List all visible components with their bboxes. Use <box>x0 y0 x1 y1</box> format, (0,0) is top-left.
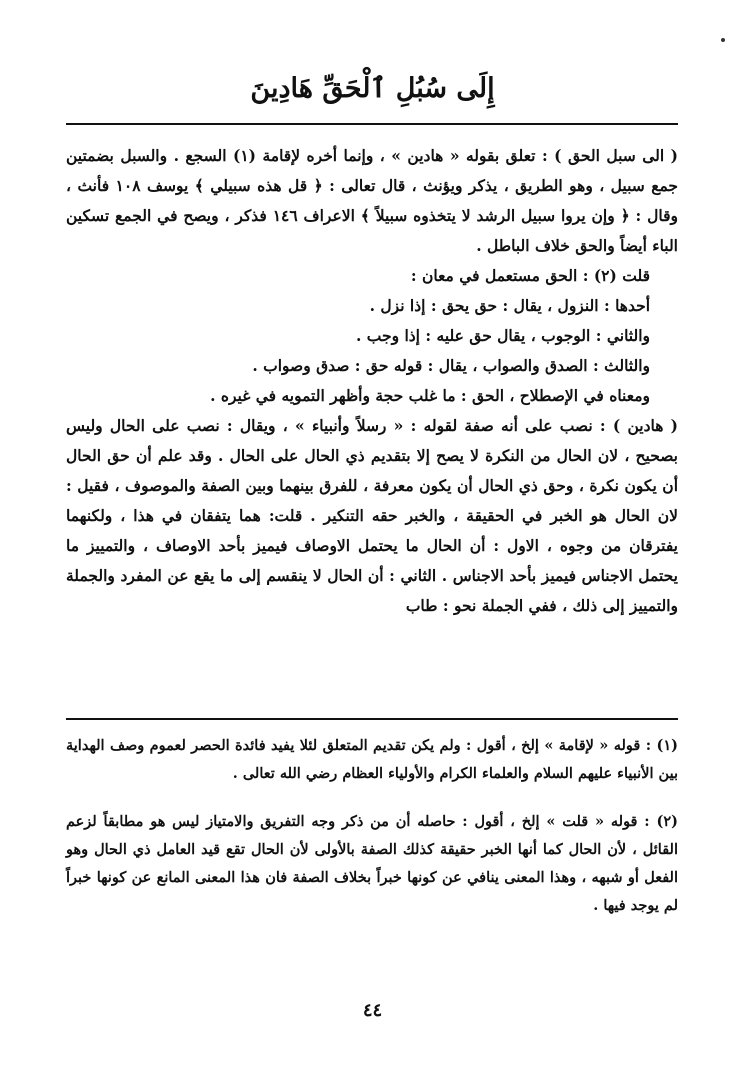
footnotes-section <box>66 732 678 940</box>
footnote-divider <box>66 718 678 720</box>
paragraph-meaning-1: أحدها : النزول ، يقال : حق يحق : إذا نزل . <box>369 296 650 315</box>
page-header-verse: إِلَى سُبُلِ ٱلْحَقِّ هَادِينَ <box>250 73 495 104</box>
footnote-1: (١) : قوله « لإقامة » إلخ ، أقول : ولم يكن تقديم المتعلق لئلا يفيد فائدة الحصر لعموم وصف الهداية بين الأنبياء عليهم السلام والعلماء الكرام والأولياء العظام رضي الله تعالى . <box>66 737 678 782</box>
page-number: ٤٤ <box>362 1000 383 1021</box>
paragraph-terminology: ومعناه في الإصطلاح ، الحق : ما غلب حجة وأظهر التمويه في غيره . <box>210 386 650 405</box>
main-body-text <box>66 141 678 621</box>
ink-speck <box>721 38 725 42</box>
header-divider <box>66 123 678 125</box>
paragraph-sabil-al-haqq: ( الى سبل الحق ) : تعلق بقوله « هادين » ، وإنما أخره لإقامة (١) السجع . والسبل بضمتين جمع سبيل ، وهو الطريق ، يذكر ويؤنث ، قال تعالى : ﴿ قل هذه سبيلي ﴾ يوسف ١٠٨ فأنث ، وقال : ﴿ وإن يروا سبيل الرشد لا يتخذوه سبيلاً ﴾ الاعراف ١٤٦ فذكر ، ويصح في الجمع تسكين الباء أيضاً والحق خلاف الباطل . <box>66 146 678 255</box>
paragraph-hadin: ( هادين ) : نصب على أنه صفة لقوله : « رسلاً وأنبياء » ، ويقال : نصب على الحال وليس بصحيح ، لان الحال من النكرة لا يصح إلا بتقديم ذي الحال على الحال . وقد علم أن حق الحال أن يكون نكرة ، وحق ذي الحال أن يكون معرفة ، للفرق بينهما وبين الصفة والموصوف ، فقيل : لان الحال هو الخبر في الحقيقة ، والخبر حقه التنكير . قلت: هما يتفقان في هذا ، ولكنهما يفترقان من وجوه ، الاول : أن الحال ما يحتمل الاوصاف فيميز بأحد الاوصاف ، والتمييز ما يحتمل الاجناس فيميز بأحد الاجناس . الثاني : أن الحال لا ينقسم إلى ما يقع عن المفرد والجملة والتمييز إلى ذلك ، ففي الجملة نحو : طاب <box>66 416 678 615</box>
paragraph-meaning-3: والثالث : الصدق والصواب ، يقال : قوله حق : صدق وصواب . <box>252 356 650 375</box>
paragraph-qultu: قلت (٢) : الحق مستعمل في معان : <box>410 266 650 285</box>
footnote-2: (٢) : قوله « قلت » إلخ ، أقول : حاصله أن من ذكر وجه التفريق والامتياز ليس هو مطابقاً لزعم القائل ، لأن الحال كما أنها الخبر حقيقة كذلك الصفة بالأولى لأن الحال تقع قيد العامل ذي الحال وهو الفعل أو شبهه ، وهذا المعنى ينافي عن كونها خبراً بخلاف الصفة فان هذا المعنى المانع عن كونها خبراً لم يوجد فيها . <box>66 813 678 914</box>
paragraph-meaning-2: والثاني : الوجوب ، يقال حق عليه : إذا وجب . <box>356 326 650 345</box>
